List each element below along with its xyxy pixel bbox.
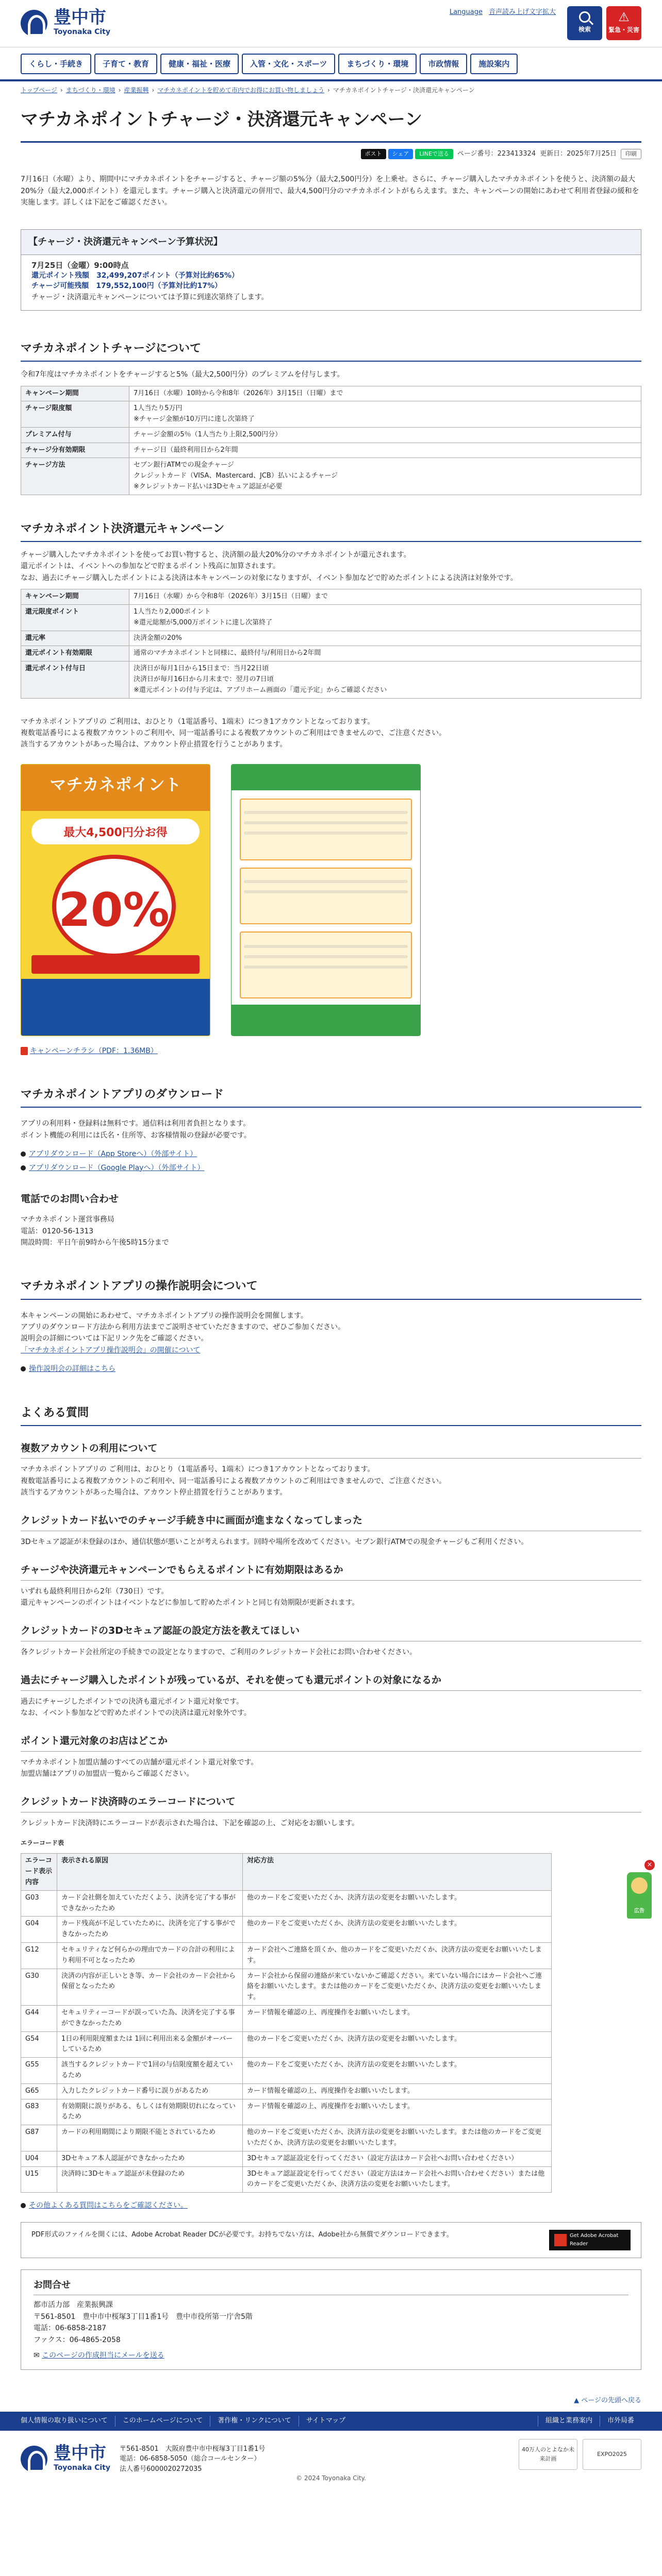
seminar-detail-link[interactable]: [21, 1363, 641, 1375]
footer-nav-item[interactable]: 市外局番: [600, 2416, 641, 2427]
account-note: 該当するアカウントがあった場合は、アカウント停止措置を行うことがあります。: [21, 740, 287, 749]
table-row: [21, 2166, 552, 2193]
table-cell: G03: [21, 1890, 57, 1917]
cell-line: 1人当たり5万円: [134, 404, 183, 413]
table-cell: 3Dセキュア認証設定を行ってください（設定方法はカード会社へお問い合わせください）: [243, 2151, 552, 2166]
table-header-cell: 還元限度ポイント: [21, 605, 129, 631]
footer-nav-item[interactable]: このホームページについて: [115, 2416, 210, 2427]
table-cell: [129, 662, 641, 698]
gnav-item[interactable]: 子育て・教育: [94, 54, 157, 74]
address-line: 法人番号6000020272035: [120, 2465, 202, 2473]
breadcrumb-link[interactable]: トップページ: [21, 87, 57, 94]
seminar-text: 本キャンペーンの開始にあわせて、マチカネポイントアプリの操作説明会を開催します。: [21, 1311, 308, 1320]
budget-line: 還元ポイント残額 32,499,207ポイント（予算対比約65%）: [31, 272, 239, 280]
contact-mail-link[interactable]: [34, 2350, 628, 2361]
faq-question: 複数アカウントの利用について: [21, 1440, 641, 1459]
page-top-text: ページの先頭へ戻る: [581, 2397, 641, 2405]
city-emblem-icon: [21, 2446, 47, 2472]
tel-heading: 電話でのお問い合わせ: [21, 1193, 119, 1205]
up-arrow-icon: ▲: [574, 2397, 582, 2405]
mascot-label: 広告: [634, 1908, 644, 1914]
table-row: [21, 1890, 552, 1917]
footer-nav-item[interactable]: 個人情報の取り扱いについて: [21, 2417, 108, 2425]
footer-nav-item[interactable]: サイトマップ: [299, 2416, 353, 2427]
cell-line: ※クレジットカード払いは3Dセキュア認証が必要: [134, 483, 283, 491]
table-header-cell: 対応方法: [243, 1854, 552, 1890]
table-cell: カード会社へご連絡を頂くか、他のカードをご変更いただくか、決済方法の変更をお願いいたします。: [243, 1943, 552, 1969]
gnav-item[interactable]: くらし・手続き: [21, 54, 91, 74]
contact-line: 電話：06-6858-2187: [34, 2324, 107, 2333]
charge-text: 令和7年度はマチカネポイントをチャージすると5%（最大2,500円分）のプレミアムを付与します。: [21, 370, 344, 379]
breadcrumb-current: マチカネポイントチャージ・決済還元キャンペーン: [333, 87, 475, 94]
kessai-heading: マチカネポイント決済還元キャンペーン: [21, 520, 641, 542]
flyer-images: [21, 764, 641, 1036]
faq-answer: 過去にチャージしたポイントでの決済も還元ポイント還元対象です。: [21, 1697, 244, 1706]
faq-answer: 3Dセキュア認証が未登録のほか、通信状態が悪いことが考えられます。回時や場所を改めてください。セブン銀行ATMでの現金チャージもご利用ください。: [21, 1537, 528, 1546]
adobe-reader-link[interactable]: [549, 2230, 631, 2250]
copyright: © 2024 Toyonaka City.: [296, 2474, 366, 2482]
budget-date: 7月25日（金曜）9:00時点: [31, 261, 129, 270]
breadcrumb-sep: ›: [60, 87, 63, 94]
table-header-cell: キャンペーン期間: [21, 386, 129, 401]
seminar-heading: マチカネポイントアプリの操作説明会について: [21, 1277, 641, 1299]
cell-line: チャージ金額の5％（1人当たり上限2,500円分）: [134, 430, 282, 438]
faq-question: クレジットカード決済時のエラーコードについて: [21, 1794, 641, 1812]
mail-icon: ✉: [34, 2351, 42, 2360]
table-cell: 決済時に3Dセキュア認証が未登録のため: [57, 2166, 243, 2193]
table-header-cell: チャージ方法: [21, 458, 129, 495]
faq-answer: 各クレジットカード会社所定の手続きでの設定となりますので、ご利用のクレジットカード会社にお問い合わせください。: [21, 1648, 417, 1656]
account-note: マチカネポイントアプリの ご利用は、おひとり（1電話番号、1端末）につき1アカウントとなっております。: [21, 717, 375, 726]
cell-line: 決済金額の20%: [134, 634, 182, 642]
table-cell: カード情報を確認の上、再度操作をお願いいたします。: [243, 2005, 552, 2031]
x-share-button[interactable]: ポスト: [361, 149, 386, 159]
accessibility-link[interactable]: 音声読み上げ文字拡大: [488, 8, 556, 16]
table-cell: [129, 646, 641, 662]
table-cell: U04: [21, 2151, 57, 2166]
download-text: アプリの利用料・登録料は無料です。通信料は利用者負担となります。: [21, 1120, 251, 1128]
cell-line: ※チャージ金額が10万円に達し次第終了: [134, 415, 255, 423]
arrow-icon: [21, 1366, 26, 1371]
table-cell: 該当するクレジットカードで1回の与信限度額を超えているため: [57, 2058, 243, 2084]
contact-box: [21, 2269, 641, 2370]
flyer-back-line: [244, 832, 408, 835]
site-logo[interactable]: [21, 9, 110, 38]
table-cell: U15: [21, 2166, 57, 2193]
table-row: [21, 2099, 552, 2125]
flyer-back-line: [244, 955, 408, 958]
table-cell: [129, 443, 641, 458]
site-footer: [0, 2431, 662, 2487]
table-header-cell: 還元ポイント付与日: [21, 662, 129, 698]
table-header-cell: チャージ分有効期限: [21, 443, 129, 458]
faq-answer: マチカネポイント加盟店舗のすべての店舗が還元ポイント還元対象です。: [21, 1758, 258, 1767]
page-title: マチカネポイントチャージ・決済還元キャンペーン: [21, 99, 641, 142]
table-row: [21, 2031, 552, 2058]
table-header-cell: 表示される原因: [57, 1854, 243, 1890]
flyer-back-line: [244, 945, 408, 948]
faq-answer: 該当するアカウントがあった場合は、アカウント停止措置を行うことがあります。: [21, 1488, 287, 1497]
footer-logo-jp: 豊中市: [54, 2443, 106, 2464]
campaign-flyer-back[interactable]: [231, 764, 421, 1036]
facebook-share-button[interactable]: シェア: [388, 149, 413, 159]
table-cell: 3Dセキュア認証設定を行ってください（設定方法はカード会社へお問い合わせください）または他のカードをご変更いただくか、決済方法の変更をお願いいたします。: [243, 2166, 552, 2193]
table-row: [21, 605, 641, 631]
faq-question: 過去にチャージ購入したポイントが残っているが、それを使っても還元ポイントの対象になるか: [21, 1672, 641, 1690]
table-row: [21, 589, 641, 605]
campaign-flyer-front[interactable]: [21, 764, 210, 1036]
flyer-back-header: [231, 765, 420, 790]
table-cell: [129, 589, 641, 605]
table-cell: 他のカードをご変更いただくか、決済方法の変更をお願いいたします。: [243, 2031, 552, 2058]
table-cell: G55: [21, 2058, 57, 2084]
table-cell: カード会社側を加えていただくよう、決済を完了する事ができなかったため: [57, 1890, 243, 1917]
cell-line: 通常のマチカネポイントと同様に、最終付与/利用日から2年間: [134, 649, 321, 657]
table-cell: G30: [21, 1969, 57, 2005]
flyer-pdf-link[interactable]: [21, 1045, 641, 1057]
faq-question: ポイント還元対象のお店はどこか: [21, 1733, 641, 1751]
faq-more-link[interactable]: [21, 2200, 641, 2211]
floating-mascot-banner[interactable]: [627, 1860, 657, 1922]
emergency-button[interactable]: [606, 6, 641, 40]
seminar-text: アプリのダウンロード方法から利用方法までご説明させていただきますので、ぜひご参加ください。: [21, 1323, 345, 1332]
faq-answer: クレジットカード決済時にエラーコードが表示された場合は、下記を確認の上、ご対応をお願いします。: [21, 1819, 359, 1827]
close-icon[interactable]: ×: [644, 1860, 655, 1870]
table-row: [21, 2005, 552, 2031]
table-row: [21, 443, 641, 458]
cell-line: クレジットカード（VISA、Mastercard、JCB）払いによるチャージ: [134, 472, 338, 480]
site-header: [0, 0, 662, 47]
flyer-footer: [21, 979, 210, 1036]
table-cell: カード会社から保留の連絡が来ていないかご確認ください。来ていない場合にはカード会社へご連絡をお願いいたします。または他のカードをご変更いただくか、決済方法の変更をお願いいたします。: [243, 1969, 552, 2005]
adobe-notice: [21, 2222, 641, 2258]
cell-line: 決済日が毎月16日から月末まで：翌月の7日頃: [134, 675, 274, 684]
city-emblem-icon: [21, 10, 47, 37]
tel-line: マチカネポイント運営事務局: [21, 1215, 114, 1224]
table-header-cell: 還元ポイント有効期限: [21, 646, 129, 662]
kessai-text: 還元ポイントは、イベントへの参加などで貯まるポイント残高に加算されます。: [21, 562, 280, 571]
table-row: [21, 1917, 552, 1943]
error-table-label: エラーコード表: [21, 1839, 64, 1847]
search-icon: [579, 11, 590, 23]
breadcrumb-link[interactable]: 産業振興: [124, 87, 149, 94]
footer-nav-item[interactable]: 著作権・リンクについて: [210, 2416, 298, 2427]
address-line: 〒561-8501 大阪府豊中市中桜塚3丁目1番1号: [120, 2445, 266, 2453]
flyer-back-line: [244, 890, 408, 893]
address-line: 電話：06-6858-5050（総合コールセンター）: [120, 2455, 261, 2463]
breadcrumb-sep: ›: [327, 87, 330, 94]
tel-line: 電話：0120-56-1313: [21, 1227, 94, 1235]
faq-question: クレジットカードの3Dセキュア認証の設定方法を教えてほしい: [21, 1623, 641, 1641]
table-row: [21, 2151, 552, 2166]
table-header-cell: エラーコード表示内容: [21, 1854, 57, 1890]
google-play-link[interactable]: [21, 1162, 641, 1174]
contact-mail-link-text: このページの作成担当にメールを送る: [42, 2351, 164, 2360]
tel-line: 開設時間：平日午前9時から午後5時15分まで: [21, 1239, 169, 1247]
global-nav: [0, 47, 662, 81]
pdf-icon: [21, 1047, 28, 1055]
table-row: [21, 1969, 552, 2005]
download-text: ポイント機能の利用には氏名・住所等、お客様情報の登録が必要です。: [21, 1131, 251, 1140]
gnav-item[interactable]: 入管・文化・スポーツ: [242, 54, 335, 74]
table-cell: [129, 386, 641, 401]
flyer-back-line: [244, 811, 408, 814]
budget-box: [21, 229, 641, 311]
contact-line: 都市活力部 産業振興課: [34, 2301, 113, 2310]
table-cell: [129, 631, 641, 646]
emergency-label: 緊急・災害: [608, 26, 639, 34]
gnav-item[interactable]: 健康・福祉・医療: [160, 54, 239, 74]
table-cell: [129, 605, 641, 631]
table-cell: 他のカードをご変更いただくか、決済方法の変更をお願いいたします。: [243, 1917, 552, 1943]
cell-line: チャージ日（最終利用日から2年間: [134, 446, 238, 454]
breadcrumb-sep: ›: [118, 87, 121, 94]
arrow-icon: [21, 1151, 26, 1157]
table-header-cell: キャンペーン期間: [21, 589, 129, 605]
kessai-text: なお、過去にチャージ購入したポイントによる決済は本キャンペーンの対象になりますが、イベント参加などで貯めたポイントによる決済は対象外です。: [21, 573, 518, 582]
flyer-sub: 最大4,500円分お得: [31, 819, 200, 844]
contact-heading: お問合せ: [34, 2278, 628, 2296]
table-header-row: [21, 1854, 552, 1890]
faq-answer: 複数電話番号による複数アカウントのご利用や、同一電話番号による複数アカウントのご利用はできませんので、ご注意ください。: [21, 1477, 446, 1485]
table-cell: 3Dセキュア本人認証ができなかったため: [57, 2151, 243, 2166]
app-store-link[interactable]: [21, 1148, 641, 1160]
table-cell: 有効期限に誤りがある、もしくは有効期限切れになっているため: [57, 2099, 243, 2125]
flyer-back-box: [240, 868, 412, 924]
faq-answer: なお、イベント参加などで貯めたポイントでの決済は還元対象外です。: [21, 1708, 251, 1717]
footer-nav-item[interactable]: 組織と業務案内: [538, 2416, 600, 2427]
table-header-cell: 還元率: [21, 631, 129, 646]
budget-heading: 【チャージ・決済還元キャンペーン予算状況】: [21, 230, 641, 256]
flyer-back-footer: [231, 1005, 420, 1036]
expo-badge[interactable]: EXPO2025: [583, 2439, 641, 2470]
seminar-detail-link-text: 操作説明会の詳細はこちら: [29, 1365, 115, 1374]
download-heading: マチカネポイントアプリのダウンロード: [21, 1086, 641, 1108]
cell-line: 決済日が毎月1日から15日まで：当月22日頃: [134, 665, 269, 673]
charge-heading: マチカネポイントチャージについて: [21, 340, 641, 362]
gnav-item[interactable]: まちづくり・環境: [338, 54, 417, 74]
faq-answer: 還元キャンペーンのポイントはイベントなどに参加して貯めたポイントと同じ有効期限が更新されます。: [21, 1598, 359, 1607]
alert-icon: ⚠: [618, 10, 630, 25]
table-row: [21, 2058, 552, 2084]
breadcrumb-link[interactable]: マチカネポイントを貯めて市内でお得にお買い物しましょう: [157, 87, 325, 94]
charge-table: [21, 386, 641, 495]
contact-line: ファクス：06-4865-2058: [34, 2335, 121, 2344]
table-cell: [129, 427, 641, 443]
page-top-link[interactable]: [0, 2396, 662, 2406]
table-cell: [129, 458, 641, 495]
search-button[interactable]: [567, 6, 602, 40]
gnav-item[interactable]: 市政情報: [420, 54, 467, 74]
logo-en: Toyonaka City: [54, 28, 110, 37]
budget-line: チャージ可能残額 179,552,100円（予算対比約17%）: [31, 281, 222, 290]
mascot-image: [627, 1872, 652, 1919]
flyer-back-line: [244, 880, 408, 883]
table-cell: G65: [21, 2083, 57, 2099]
cell-line: 7月16日（水曜）から令和8年（2026年）3月15日（日曜）まで: [134, 592, 328, 601]
table-cell: G44: [21, 2005, 57, 2031]
table-row: [21, 2125, 552, 2151]
flyer-percent: 20%: [52, 855, 176, 958]
table-cell: 他のカードをご変更いただくか、決済方法の変更をお願いいたします。: [243, 2058, 552, 2084]
flyer-band: [31, 955, 200, 974]
account-note: 複数電話番号による複数アカウントのご利用や、同一電話番号による複数アカウントのご利用はできませんので、ご注意ください。: [21, 729, 446, 737]
seminar-text: 説明会の詳細については下記リンク先をご確認ください。: [21, 1334, 208, 1343]
cell-line: ※還元ポイントの付与予定は、アプリホーム画面の「還元予定」からご確認ください: [134, 686, 387, 694]
table-cell: G83: [21, 2099, 57, 2125]
faq-question: クレジットカード払いでのチャージ手続き中に画面が進まなくなってしまった: [21, 1513, 641, 1531]
budget-note: チャージ・決済還元キャンペーンについては予算に到達次第終了します。: [31, 293, 269, 301]
table-cell: G87: [21, 2125, 57, 2151]
page-id: ページ番号：223413324: [457, 149, 536, 158]
language-link[interactable]: Language: [449, 8, 483, 16]
table-cell: カード情報を確認の上、再度操作をお願いいたします。: [243, 2099, 552, 2125]
error-code-table: [21, 1853, 552, 2193]
adobe-text: PDF形式のファイルを開くには、Adobe Acrobat Reader DCが必要です。お持ちでない方は、Adobe社から無償でダウンロードできます。: [31, 2230, 453, 2239]
table-header-cell: プレミアム付与: [21, 427, 129, 443]
breadcrumb: [0, 81, 662, 99]
flyer-back-line: [244, 821, 408, 824]
table-cell: G12: [21, 1943, 57, 1969]
page-meta: [21, 149, 641, 160]
cell-line: セブン銀行ATMでの現金チャージ: [134, 461, 234, 469]
table-row: [21, 386, 641, 401]
table-row: [21, 662, 641, 698]
faq-answer: マチカネポイントアプリの ご利用は、おひとり（1電話番号、1端末）につき1アカウントとなっております。: [21, 1465, 375, 1474]
table-cell: セキュリティーコードが誤っていた為、決済を完了する事ができなかったため: [57, 2005, 243, 2031]
faq-more-link-text: その他よくある質問はこちらをご確認ください。: [29, 2201, 188, 2210]
table-row: [21, 427, 641, 443]
flyer-back-box: [240, 799, 412, 860]
footer-logo-en: Toyonaka City: [54, 2463, 110, 2472]
footer-logo: [21, 2445, 110, 2473]
flyer-back-line: [244, 965, 408, 969]
logo-jp: 豊中市: [54, 7, 106, 28]
main-content: [0, 99, 662, 2370]
table-cell: [129, 401, 641, 428]
cell-line: 1人当たり2,000ポイント: [134, 608, 211, 616]
table-cell: カード情報を確認の上、再度操作をお願いいたします。: [243, 2083, 552, 2099]
adobe-badge-text: Get Adobe Acrobat Reader: [570, 2232, 619, 2247]
flyer-pdf-link-text: キャンペーンチラシ（PDF：1.36MB）: [30, 1046, 158, 1055]
flyer-title: マチカネポイント: [21, 765, 210, 811]
table-cell: 決済の内容が正しいとき等、カード会社のカード会社から保留となったため: [57, 1969, 243, 2005]
table-row: [21, 646, 641, 662]
table-row: [21, 1943, 552, 1969]
kessai-text: チャージ購入したマチカネポイントを使ってお買い物すると、決済額の最大20%分のマチカネポイントが還元されます。: [21, 551, 411, 560]
arrow-icon: [21, 2203, 26, 2208]
adobe-icon: [554, 2234, 567, 2246]
footer-address: [120, 2444, 265, 2475]
kessai-table: [21, 589, 641, 698]
flyer-back-box: [240, 931, 412, 998]
plan-badge[interactable]: 40万人のとよなか未来計画: [519, 2439, 577, 2470]
cell-line: 7月16日（水曜）10時から令和8年（2026年）3月15日（日曜）まで: [134, 389, 343, 397]
table-cell: 1日の利用限度額または 1回に利用出来る金額がオーバーしているため: [57, 2031, 243, 2058]
table-cell: カード残高が不足していたために、決済を完了する事ができなかったため: [57, 1917, 243, 1943]
line-share-button[interactable]: LINEで送る: [415, 149, 453, 159]
breadcrumb-sep: ›: [152, 87, 155, 94]
faq-question: チャージや決済還元キャンペーンでもらえるポイントに有効期限はあるか: [21, 1562, 641, 1580]
table-row: [21, 401, 641, 428]
table-row: [21, 2083, 552, 2099]
table-header-cell: チャージ限度額: [21, 401, 129, 428]
faq-answer: 加盟店舗はアプリの加盟店一覧からご確認ください。: [21, 1770, 194, 1778]
table-cell: G54: [21, 2031, 57, 2058]
intro-text: 7月16日（水曜）より、期間中にマチカネポイントをチャージすると、チャージ額の5%分（最大2,500円分）を上乗せ。さらに、チャージ購入したマチカネポイントを使うと、決済額の最大20%分（最大2,000ポイント）を還元します。チャージ購入と決済還元の併用で、最大4,500円分のマチカネポイントがもらえます。また、キャンペーンの開始にあわせて利用者登録の緩和を実施します。詳しくは下記をご確認ください。: [21, 175, 639, 207]
table-row: [21, 631, 641, 646]
faq-answer: いずれも最終利用日から2年（730日）です。: [21, 1587, 169, 1596]
breadcrumb-link[interactable]: まちづくり・環境: [65, 87, 115, 94]
arrow-icon: [21, 1165, 26, 1171]
table-cell: 他のカードをご変更いただくか、決済方法の変更をお願いいたします。: [243, 1890, 552, 1917]
contact-line: 〒561-8501 豊中市中桜塚3丁目1番1号 豊中市役所第一庁舎5階: [34, 2312, 253, 2321]
footer-nav: [0, 2412, 662, 2431]
table-cell: G04: [21, 1917, 57, 1943]
table-row: [21, 458, 641, 495]
faq-heading: よくある質問: [21, 1404, 641, 1426]
table-cell: カードの利用期間により期限不能とされているため: [57, 2125, 243, 2151]
table-cell: セキュリティなど何らかの理由でカードの合計の利用により利用不可となったため: [57, 1943, 243, 1969]
table-cell: 入力したクレジットカード番号に誤りがあるため: [57, 2083, 243, 2099]
app-store-link-text: アプリダウンロード（App Storeへ）（外部サイト）: [29, 1150, 197, 1159]
updated-date: 更新日：2025年7月25日: [540, 149, 617, 158]
print-button[interactable]: 印刷: [621, 149, 641, 159]
cell-line: ※還元総額が5,000万ポイントに達し次第終了: [134, 618, 273, 626]
gnav-item[interactable]: 施設案内: [470, 54, 518, 74]
google-play-link-text: アプリダウンロード（Google Playへ）（外部サイト）: [29, 1163, 205, 1172]
search-label: 検索: [578, 26, 591, 33]
seminar-link[interactable]: 「マチカネポイントアプリ操作説明会」の開催について: [21, 1346, 201, 1354]
table-cell: 他のカードをご変更いただくか、決済方法の変更をお願いいたします。または他のカードをご変更いただくか、決済方法の変更をお願いいたします。: [243, 2125, 552, 2151]
